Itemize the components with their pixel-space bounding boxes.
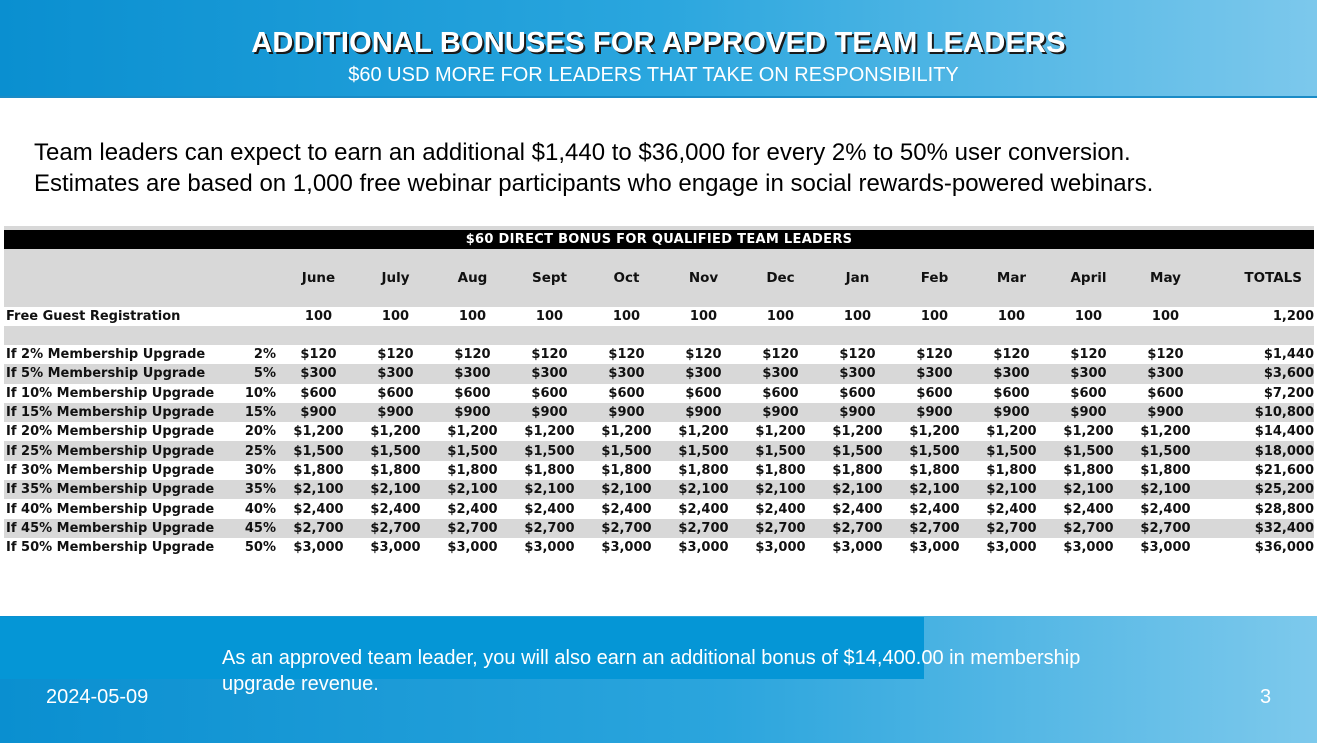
row-month-value: $120 xyxy=(896,345,973,364)
month-header-may: May xyxy=(1127,249,1204,307)
row-month-value: $600 xyxy=(1050,384,1127,403)
intro-line-1: Team leaders can expect to earn an additional $1,440 to $36,000 for every 2% to 50% user conversion. xyxy=(34,139,1131,166)
row-month-value: $2,100 xyxy=(588,480,665,499)
row-month-value: $2,100 xyxy=(819,480,896,499)
table-row xyxy=(4,461,1314,480)
spacer-row xyxy=(4,326,1314,345)
row-month-value: $900 xyxy=(434,403,511,422)
guest-row-value: 100 xyxy=(434,307,511,326)
row-month-value: $1,500 xyxy=(1050,441,1127,460)
row-month-value: $3,000 xyxy=(1127,538,1204,557)
table-title: $60 DIRECT BONUS FOR QUALIFIED TEAM LEADERS xyxy=(4,230,1314,249)
month-header-april: April xyxy=(1050,249,1127,307)
row-month-value: $900 xyxy=(588,403,665,422)
row-month-value: $1,800 xyxy=(588,461,665,480)
row-month-value: $120 xyxy=(665,345,742,364)
row-month-value: $900 xyxy=(280,403,357,422)
month-header-sept: Sept xyxy=(511,249,588,307)
row-month-value: $2,700 xyxy=(1050,519,1127,538)
row-month-value: $900 xyxy=(1127,403,1204,422)
guest-row-value: 100 xyxy=(357,307,434,326)
row-total: $32,400 xyxy=(1204,519,1314,538)
row-month-value: $120 xyxy=(973,345,1050,364)
row-month-value: $300 xyxy=(280,364,357,383)
row-month-value: $1,800 xyxy=(280,461,357,480)
row-month-value: $2,700 xyxy=(357,519,434,538)
row-month-value: $3,000 xyxy=(511,538,588,557)
row-month-value: $120 xyxy=(819,345,896,364)
row-month-value: $300 xyxy=(434,364,511,383)
row-percent: 2% xyxy=(242,345,280,364)
guest-row-value: 100 xyxy=(511,307,588,326)
row-month-value: $2,400 xyxy=(511,499,588,518)
row-label: If 25% Membership Upgrade xyxy=(4,441,242,460)
month-header-feb: Feb xyxy=(896,249,973,307)
row-month-value: $2,700 xyxy=(511,519,588,538)
table-row xyxy=(4,403,1314,422)
row-month-value: $2,400 xyxy=(1050,499,1127,518)
row-month-value: $600 xyxy=(1127,384,1204,403)
row-label: If 15% Membership Upgrade xyxy=(4,403,242,422)
row-month-value: $3,000 xyxy=(973,538,1050,557)
row-month-value: $300 xyxy=(665,364,742,383)
row-month-value: $1,200 xyxy=(742,422,819,441)
row-month-value: $2,700 xyxy=(280,519,357,538)
row-month-value: $1,800 xyxy=(1050,461,1127,480)
row-month-value: $300 xyxy=(511,364,588,383)
row-month-value: $300 xyxy=(819,364,896,383)
row-month-value: $3,000 xyxy=(819,538,896,557)
row-month-value: $2,400 xyxy=(819,499,896,518)
row-month-value: $2,100 xyxy=(973,480,1050,499)
row-total: $7,200 xyxy=(1204,384,1314,403)
row-month-value: $300 xyxy=(1050,364,1127,383)
row-percent: 15% xyxy=(242,403,280,422)
row-month-value: $2,100 xyxy=(280,480,357,499)
row-percent: 10% xyxy=(242,384,280,403)
row-total: $28,800 xyxy=(1204,499,1314,518)
row-month-value: $3,000 xyxy=(357,538,434,557)
row-percent: 30% xyxy=(242,461,280,480)
row-month-value: $900 xyxy=(511,403,588,422)
slide-header xyxy=(0,0,1317,98)
row-month-value: $2,400 xyxy=(280,499,357,518)
row-percent: 45% xyxy=(242,519,280,538)
row-month-value: $2,700 xyxy=(588,519,665,538)
row-month-value: $900 xyxy=(1050,403,1127,422)
row-month-value: $1,200 xyxy=(1050,422,1127,441)
guest-registration-row xyxy=(4,307,1314,326)
row-month-value: $2,100 xyxy=(357,480,434,499)
row-month-value: $900 xyxy=(742,403,819,422)
row-month-value: $1,200 xyxy=(819,422,896,441)
row-month-value: $1,200 xyxy=(280,422,357,441)
row-month-value: $300 xyxy=(588,364,665,383)
row-month-value: $2,700 xyxy=(973,519,1050,538)
table-row xyxy=(4,441,1314,460)
row-month-value: $2,400 xyxy=(434,499,511,518)
row-percent: 5% xyxy=(242,364,280,383)
row-percent: 35% xyxy=(242,480,280,499)
row-label: If 20% Membership Upgrade xyxy=(4,422,242,441)
row-month-value: $1,200 xyxy=(357,422,434,441)
table-title-row xyxy=(4,230,1314,249)
row-total: $3,600 xyxy=(1204,364,1314,383)
row-month-value: $1,800 xyxy=(665,461,742,480)
row-month-value: $3,000 xyxy=(742,538,819,557)
row-total: $36,000 xyxy=(1204,538,1314,557)
footer-note: As an approved team leader, you will also earn an additional bonus of $14,400.00 in membership upgrade revenue. xyxy=(222,647,1081,695)
row-month-value: $2,400 xyxy=(896,499,973,518)
slide-title: ADDITIONAL BONUSES FOR APPROVED TEAM LEADERS xyxy=(251,27,1066,59)
row-month-value: $2,100 xyxy=(742,480,819,499)
row-month-value: $2,400 xyxy=(973,499,1050,518)
table-row xyxy=(4,519,1314,538)
row-month-value: $300 xyxy=(742,364,819,383)
guest-row-value: 100 xyxy=(742,307,819,326)
row-month-value: $600 xyxy=(665,384,742,403)
row-month-value: $1,200 xyxy=(511,422,588,441)
row-month-value: $2,700 xyxy=(742,519,819,538)
row-percent: 50% xyxy=(242,538,280,557)
row-month-value: $1,800 xyxy=(742,461,819,480)
month-header-nov: Nov xyxy=(665,249,742,307)
month-header-july: July xyxy=(357,249,434,307)
row-month-value: $2,400 xyxy=(357,499,434,518)
row-label: If 30% Membership Upgrade xyxy=(4,461,242,480)
row-month-value: $2,100 xyxy=(434,480,511,499)
row-month-value: $900 xyxy=(819,403,896,422)
row-month-value: $1,200 xyxy=(588,422,665,441)
row-month-value: $120 xyxy=(280,345,357,364)
row-month-value: $300 xyxy=(973,364,1050,383)
row-month-value: $120 xyxy=(588,345,665,364)
row-month-value: $600 xyxy=(511,384,588,403)
row-month-value: $2,100 xyxy=(896,480,973,499)
guest-row-value: 100 xyxy=(819,307,896,326)
row-month-value: $1,500 xyxy=(357,441,434,460)
row-total: $10,800 xyxy=(1204,403,1314,422)
row-month-value: $120 xyxy=(1127,345,1204,364)
row-month-value: $3,000 xyxy=(1050,538,1127,557)
row-month-value: $300 xyxy=(357,364,434,383)
row-percent: 40% xyxy=(242,499,280,518)
month-header-jan: Jan xyxy=(819,249,896,307)
month-header-june: June xyxy=(280,249,357,307)
row-total: $21,600 xyxy=(1204,461,1314,480)
table-row xyxy=(4,384,1314,403)
row-month-value: $1,200 xyxy=(665,422,742,441)
row-month-value: $1,500 xyxy=(280,441,357,460)
row-label: If 45% Membership Upgrade xyxy=(4,519,242,538)
row-month-value: $600 xyxy=(742,384,819,403)
row-month-value: $2,100 xyxy=(1050,480,1127,499)
row-month-value: $600 xyxy=(434,384,511,403)
row-month-value: $3,000 xyxy=(434,538,511,557)
row-label: If 40% Membership Upgrade xyxy=(4,499,242,518)
row-label: If 10% Membership Upgrade xyxy=(4,384,242,403)
row-month-value: $2,100 xyxy=(511,480,588,499)
row-month-value: $1,500 xyxy=(434,441,511,460)
row-month-value: $2,700 xyxy=(1127,519,1204,538)
row-month-value: $1,500 xyxy=(742,441,819,460)
row-month-value: $120 xyxy=(1050,345,1127,364)
table-row xyxy=(4,422,1314,441)
guest-row-value: 100 xyxy=(588,307,665,326)
row-month-value: $3,000 xyxy=(896,538,973,557)
row-month-value: $1,800 xyxy=(434,461,511,480)
row-month-value: $1,500 xyxy=(665,441,742,460)
row-month-value: $600 xyxy=(357,384,434,403)
row-month-value: $2,400 xyxy=(1127,499,1204,518)
row-month-value: $2,400 xyxy=(742,499,819,518)
month-header-row xyxy=(4,249,1314,307)
table-row xyxy=(4,538,1314,557)
row-percent: 25% xyxy=(242,441,280,460)
bonus-table-container xyxy=(4,226,1314,558)
row-month-value: $1,500 xyxy=(896,441,973,460)
guest-row-value: 100 xyxy=(665,307,742,326)
row-month-value: $1,200 xyxy=(434,422,511,441)
intro-line-2: Estimates are based on 1,000 free webinar participants who engage in social rewards-powered webinars. xyxy=(34,170,1154,197)
guest-row-value: 100 xyxy=(1050,307,1127,326)
guest-row-total: 1,200 xyxy=(1204,307,1314,326)
row-month-value: $300 xyxy=(896,364,973,383)
row-month-value: $600 xyxy=(896,384,973,403)
guest-row-value: 100 xyxy=(973,307,1050,326)
row-month-value: $1,500 xyxy=(588,441,665,460)
row-total: $1,440 xyxy=(1204,345,1314,364)
row-month-value: $120 xyxy=(357,345,434,364)
row-month-value: $2,700 xyxy=(434,519,511,538)
row-month-value: $3,000 xyxy=(280,538,357,557)
row-month-value: $3,000 xyxy=(588,538,665,557)
row-total: $14,400 xyxy=(1204,422,1314,441)
guest-row-value: 100 xyxy=(1127,307,1204,326)
row-month-value: $1,800 xyxy=(357,461,434,480)
totals-header: TOTALS xyxy=(1204,249,1314,307)
bonus-table xyxy=(4,226,1314,557)
row-total: $25,200 xyxy=(1204,480,1314,499)
row-label: If 35% Membership Upgrade xyxy=(4,480,242,499)
row-month-value: $2,400 xyxy=(665,499,742,518)
month-header-aug: Aug xyxy=(434,249,511,307)
row-month-value: $120 xyxy=(742,345,819,364)
guest-row-value: 100 xyxy=(896,307,973,326)
row-month-value: $3,000 xyxy=(665,538,742,557)
row-month-value: $600 xyxy=(973,384,1050,403)
row-month-value: $2,400 xyxy=(588,499,665,518)
row-month-value: $1,500 xyxy=(973,441,1050,460)
row-label: If 2% Membership Upgrade xyxy=(4,345,242,364)
row-month-value: $1,800 xyxy=(819,461,896,480)
row-month-value: $1,200 xyxy=(896,422,973,441)
row-month-value: $1,800 xyxy=(511,461,588,480)
row-month-value: $600 xyxy=(588,384,665,403)
row-month-value: $1,500 xyxy=(819,441,896,460)
table-row xyxy=(4,499,1314,518)
row-month-value: $120 xyxy=(511,345,588,364)
slide-date: 2024-05-09 xyxy=(46,686,149,708)
header-blank xyxy=(4,249,242,307)
row-month-value: $1,800 xyxy=(973,461,1050,480)
page-number: 3 xyxy=(1260,686,1272,708)
row-month-value: $900 xyxy=(896,403,973,422)
row-month-value: $1,500 xyxy=(1127,441,1204,460)
month-header-dec: Dec xyxy=(742,249,819,307)
row-month-value: $1,800 xyxy=(896,461,973,480)
row-total: $18,000 xyxy=(1204,441,1314,460)
row-label: If 50% Membership Upgrade xyxy=(4,538,242,557)
guest-row-pct xyxy=(242,307,280,326)
row-month-value: $1,200 xyxy=(1127,422,1204,441)
row-month-value: $300 xyxy=(1127,364,1204,383)
row-month-value: $900 xyxy=(665,403,742,422)
row-month-value: $2,700 xyxy=(819,519,896,538)
guest-row-label: Free Guest Registration xyxy=(4,307,242,326)
row-month-value: $1,200 xyxy=(973,422,1050,441)
table-row xyxy=(4,480,1314,499)
row-month-value: $1,500 xyxy=(511,441,588,460)
row-month-value: $900 xyxy=(973,403,1050,422)
guest-row-value: 100 xyxy=(280,307,357,326)
row-month-value: $600 xyxy=(280,384,357,403)
slide-subtitle: $60 USD MORE FOR LEADERS THAT TAKE ON RESPONSIBILITY xyxy=(348,64,959,86)
row-month-value: $2,100 xyxy=(665,480,742,499)
table-row xyxy=(4,364,1314,383)
row-label: If 5% Membership Upgrade xyxy=(4,364,242,383)
row-month-value: $2,100 xyxy=(1127,480,1204,499)
row-month-value: $1,800 xyxy=(1127,461,1204,480)
table-row xyxy=(4,345,1314,364)
row-month-value: $600 xyxy=(819,384,896,403)
month-header-mar: Mar xyxy=(973,249,1050,307)
header-blank-pct xyxy=(242,249,280,307)
row-month-value: $2,700 xyxy=(896,519,973,538)
row-month-value: $2,700 xyxy=(665,519,742,538)
intro-text xyxy=(34,137,1153,199)
month-header-oct: Oct xyxy=(588,249,665,307)
row-month-value: $120 xyxy=(434,345,511,364)
row-percent: 20% xyxy=(242,422,280,441)
row-month-value: $900 xyxy=(357,403,434,422)
